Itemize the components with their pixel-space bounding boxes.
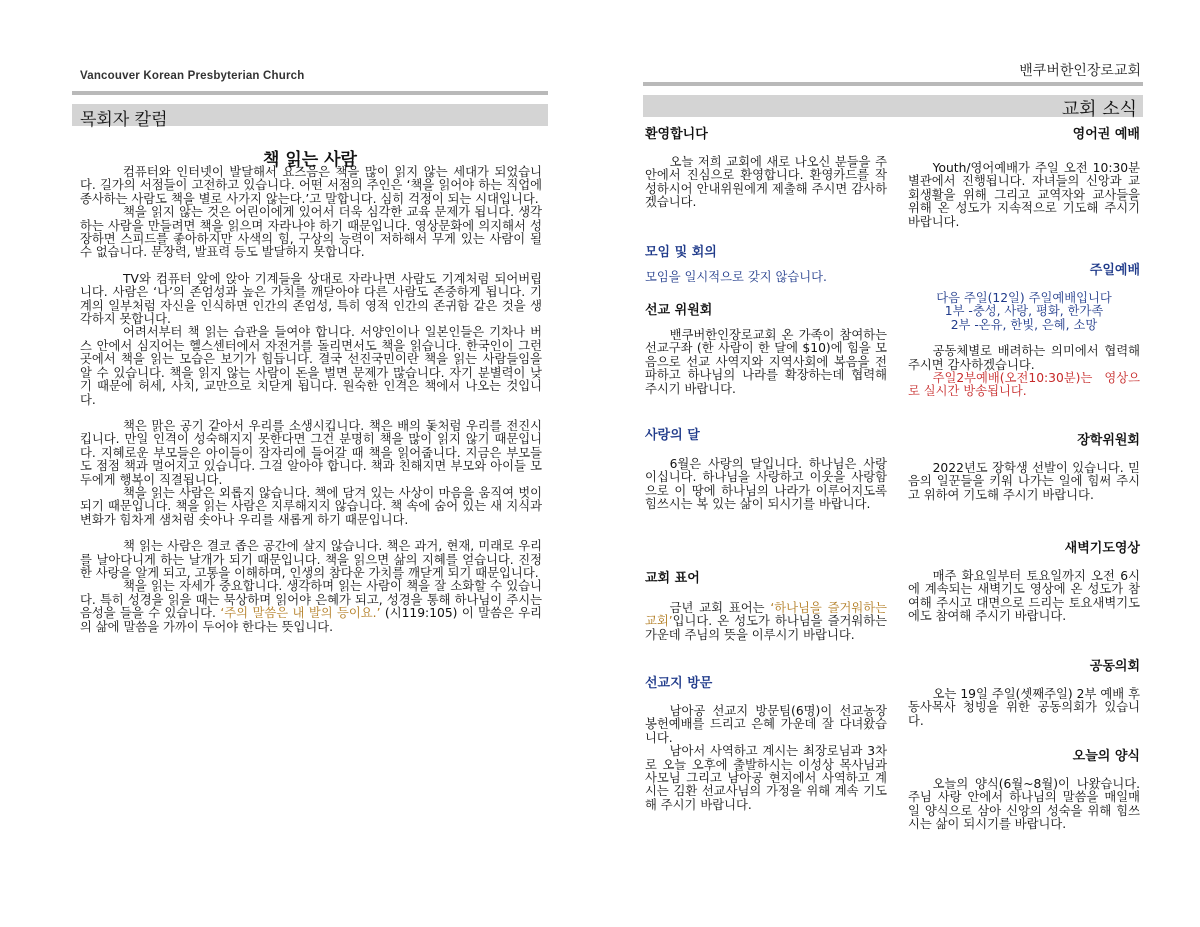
schedule-line: 2부 -온유, 한빛, 은혜, 소망 [950,317,1098,332]
news-item-daily-bread [908,750,1140,832]
paragraph-text: (시119:105) 이 말씀은 우리의 삶에 말씀을 가까이 두어야 한다는 뜻입니다. [80,606,543,634]
news-heading: 공동의회 [1089,659,1140,674]
news-item-congregation-meeting [908,660,1140,750]
live-stream-notice: 주일2부예배(오전10:30분)는 영상으로 실시간 방송됩니다. [908,371,1140,399]
news-text: 오는 19일 주일(셋째주일) 2부 예배 후 동사목사 청빙을 위한 공동의회가 있습니다. [908,687,1140,728]
left-page [72,0,548,927]
article-paragraph: 책을 읽는 사람은 외롭지 않습니다. 책에 담겨 있는 사상이 마음을 움직여 벗이 되기 때문입니다. 책을 읽는 사람은 지루해지지 않습니다. 책 속에 숨어 있는 새 지식과 변화가 힘차게 샘처럼 솟아나 우리를 새롭게 하기 때문입니다. [80,485,542,527]
motto-quote: ‘하나님을 즐거워하는 교회’ [645,601,887,629]
service-schedule [908,292,1140,332]
news-item-motto [645,572,887,677]
news-column-left [645,128,887,812]
news-heading: 장학위원회 [1077,433,1140,448]
news-heading: 오늘의 양식 [1072,749,1140,764]
article-paragraph: 컴퓨터와 인터넷이 발달해서 요즈음은 책을 많이 읽지 않는 세대가 되었습니다. 길가의 서점들이 고전하고 있습니다. 어떤 서점의 주인은 ‘책을 읽어야 하는 직업에 종사하는 사람도 책을 별로 사가지 않는다.’고 말합니다. 심히 걱정이 되는 시대입니다. [80,165,542,206]
news-heading: 영어권 예배 [1072,127,1140,142]
section-header [72,104,548,130]
section-title: 목회자 칼럼 [80,110,168,130]
article-paragraph: 어려서부터 책 읽는 습관을 들여야 합니다. 서양인이나 일본인들은 기차나 버스 안에서 심지어는 헬스센터에서 자전거를 돌리면서도 책을 읽습니다. 한국인이 그런 곳에서 책을 읽는 모습은 보기가 힘듭니다. 결국 선진국민이란 책을 읽는 사람들임을 알 수 있습니다. 책을 읽지 않는 사람이 돈을 벌면 문제가 많습니다. 자기 분별력이 낮기 때문에 허세, 사치, 교만으로 치닫게 됩니다. 원숙한 인격은 책에서 나오는 것입니다. [80,325,542,407]
news-column-right [908,128,1140,832]
news-item-welcome [645,128,887,246]
article-title: 책 읽는 사람 [263,150,357,170]
news-heading: 교회 표어 [645,571,700,586]
news-item-love-month [645,429,887,572]
news-text [645,602,887,642]
news-item-scholarship [908,434,1140,542]
news-item-dawn-prayer [908,542,1140,660]
section-title: 교회 소식 [1061,99,1137,120]
motto-text: 금년 교회 표어는 [669,601,771,615]
news-heading: 사랑의 달 [645,428,700,443]
article-paragraph-last [80,580,542,634]
motto-text: 입니다. 온 성도가 하나님을 즐거워하는 가운데 주님의 뜻을 이루시기 바랍니다. [645,614,887,642]
news-text: 매주 화요일부터 토요일까지 오전 6시에 계속되는 새벽기도 영상에 온 성도가 참여해 주시고 대면으로 드리는 토요새벽기도에도 참여해 주시기 바랍니다. [908,569,1140,624]
right-page [643,0,1143,927]
section-header [643,95,1143,120]
article-paragraph: TV와 컴퓨터 앞에 앉아 기계들을 상대로 자라나면 사람도 기계처럼 되어버립니다. 사람은 ‘나’의 존엄성과 높은 가치를 깨닫아야 다른 사람도 존중하게 됩니다. 기계의 일부처럼 자신을 인식하면 인간의 존엄성, 특히 영적 인간의 존귀함 같은 것을 생각하지 못합니다. [80,271,542,327]
news-heading: 모임 및 회의 [645,245,717,260]
news-text: 6월은 사랑의 달입니다. 하나님은 사랑이십니다. 하나님을 사랑하고 이웃을 사랑함으로 이 땅에 하나님의 나라가 이루어지도록 힘쓰시는 복 있는 삶이 되시기를 바랍니다. [645,457,887,512]
news-item-mission [645,304,887,429]
news-text: 모임을 일시적으로 갖지 않습니다. [645,270,827,284]
church-name-korean: 밴쿠버한인장로교회 [1019,63,1141,79]
article-body [80,166,542,634]
news-heading: 환영합니다 [645,127,708,142]
news-text: 공동체별로 배려하는 의미에서 협력해 주시면 감사하겠습니다. [908,344,1140,372]
header-rule [72,91,548,95]
paragraph-text: 책을 읽는 자세가 중요합니다. 생각하며 읽는 사람이 책을 잘 소화할 수 있습니다. 특히 성경을 읽을 때는 묵상하며 읽어야 은혜가 되고, 성경을 통해 하나님이 주시는 음성을 들을 수 있습니다. [80,579,542,621]
news-item-mission-visit [645,677,887,812]
church-brand: Vancouver Korean Presbyterian Church [80,70,305,82]
news-text: Youth/영어예배가 주일 오전 10:30분 별관에서 진행됩니다. 자녀들의 신앙과 교회생활을 위해 그리고 교역자와 교사들을 위해 온 성도가 지속적으로 기도해 주시기 바랍니다. [908,161,1140,229]
news-heading: 선교지 방문 [645,676,713,691]
news-item-sunday-service [908,264,1140,434]
news-heading: 새벽기도영상 [1064,541,1140,556]
news-heading: 선교 위원회 [645,303,713,318]
scripture-quote: ‘주의 말씀은 내 발의 등이요.’ [220,606,381,621]
header-rule [643,82,1143,86]
news-text: 남아서 사역하고 계시는 최장로님과 3차로 오늘 오후에 출발하시는 이성상 목사님과 사모님 그리고 남아공 현지에서 사역하고 계시는 김환 선교사님의 가정을 위해 계속 기도해 주시기 바랍니다. [645,744,887,812]
news-text: 오늘의 양식(6월~8월)이 나왔습니다. 주님 사랑 안에서 하나님의 말씀을 매일매일 양식으로 삼아 신앙의 성숙을 위해 힘쓰시는 삶이 되시기를 바랍니다. [908,777,1140,832]
news-heading: 주일예배 [1089,263,1140,278]
news-text: 남아공 선교지 방문팀(6명)이 선교농장 봉헌예배를 드리고 은혜 가운데 잘 다녀왔습니다. [645,704,887,745]
news-text: 2022년도 장학생 선발이 있습니다. 믿음의 일꾼들을 키워 나가는 일에 힘써 주시고 위하여 기도해 주시기 바랍니다. [908,461,1140,502]
article-paragraph: 책을 읽지 않는 것은 어린이에게 있어서 더욱 심각한 교육 문제가 됩니다. 생각하는 사람을 만들려면 책을 읽으며 자라나야 하기 때문입니다. 영상문화에 의지해서 성장하면 스피드를 좋아하지만 사색의 힘, 구상의 능력이 저하해서 무게 있는 사람이 될 수 없습니다. 문장력, 발표력 등도 발달하지 못합니다. [80,205,542,260]
news-item-english-service [908,128,1140,264]
article-paragraph: 책 읽는 사람은 결코 좁은 공간에 살지 않습니다. 책은 과거, 현재, 미래로 우리를 날아다니게 하는 날개가 되기 때문입니다. 책을 읽으면 삶의 지혜를 얻습니다. 진정한 사랑을 알게 되고, 고통을 이해하며, 인생의 참다운 가치를 깨닫게 되기 때문입니다. [80,539,542,580]
news-text: 오늘 저희 교회에 새로 나오신 분들을 주 안에서 진심으로 환영합니다. 환영카드를 작성하시어 안내위원에게 제출해 주시면 감사하겠습니다. [645,155,887,210]
schedule-line: 1부 -충성, 사랑, 평화, 한가족 [944,304,1104,319]
news-text: 밴쿠버한인장로교회 온 가족이 참여하는 선교구좌 (한 사람이 한 달에 $10)에 힘을 모음으로 선교 사역지와 지역사회에 복음을 전파하고 하나님의 나라를 확장하는데 협력해 주시기 바랍니다. [645,328,887,396]
news-item-meetings [645,246,887,304]
article-paragraph: 책은 맑은 공기 같아서 우리를 소생시킵니다. 책은 배의 돛처럼 우리를 전진시킵니다. 만일 인격이 성숙해지지 못한다면 그건 분명히 책을 많이 읽지 않기 때문입니다. 지혜로운 부모들은 아이들이 잠자리에 들어갈 때 책을 읽어줍니다. 지금은 부모들도 점점 책과 멀어지고 있습니다. 그걸 알아야 합니다. 책과 친해지면 부모와 아이들 모두에게 행복이 직결됩니다. [80,418,542,487]
schedule-line: 다음 주일(12일) 주일예배입니다 [936,291,1112,305]
